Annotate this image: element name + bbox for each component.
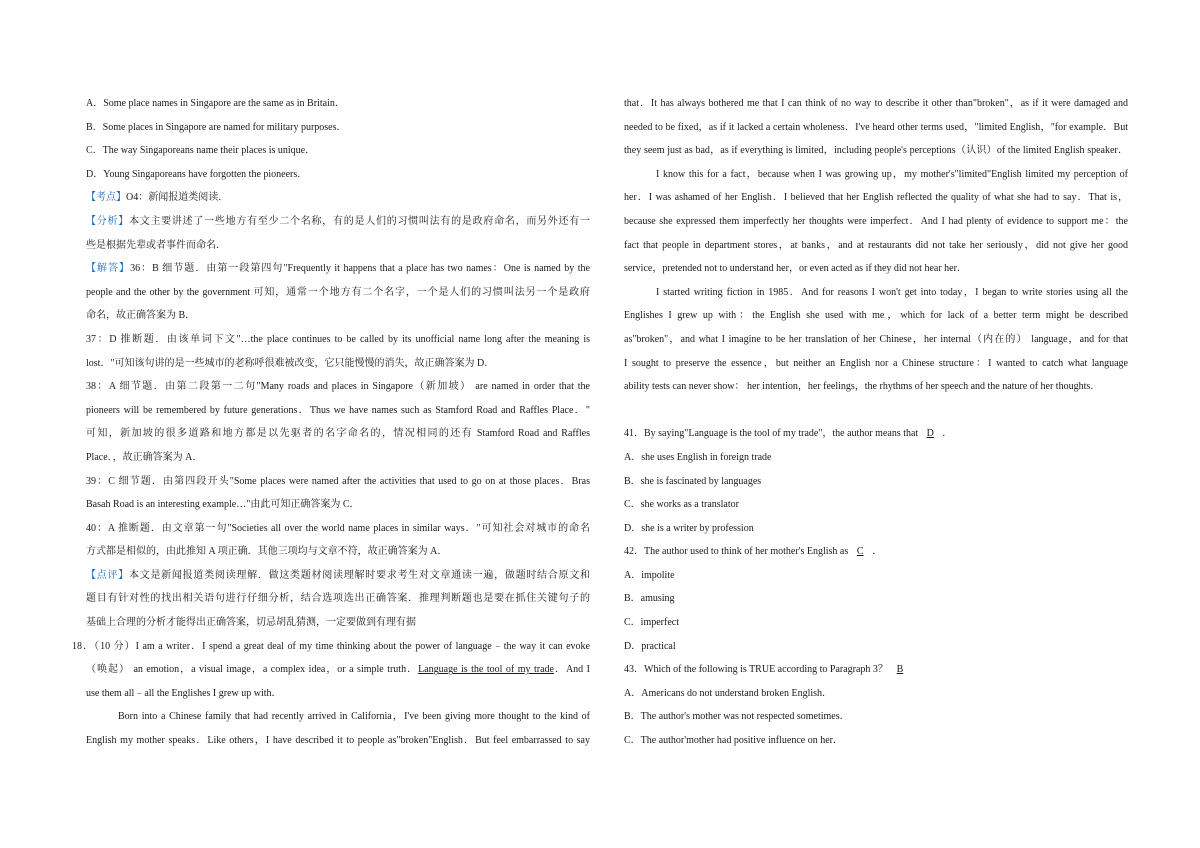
q43-option-c: C．The author'mother had positive influence on her． bbox=[624, 735, 843, 747]
q37-line-1: 37：D 推断题．由该单词下文"…the place continues to be called by its unofficial name long after the meaning is bbox=[86, 333, 590, 345]
dianping-tag: 【点评】 bbox=[86, 569, 129, 581]
q39-line-1: 39：C 细节题．由第四段开头"Some places were named after the activities that used to go on at those places．Bras bbox=[86, 475, 590, 487]
q37-line-2: lost．"可知该句讲的是一些城市的老称呼很难被改变，它只能慢慢的消失，故正确答案为 D． bbox=[86, 357, 495, 369]
kaodian-text: O4：新闻报道类阅读． bbox=[126, 192, 229, 204]
question-42-stem: 42．The author used to think of her mother's English as bbox=[624, 546, 849, 558]
jieda-line-1 bbox=[86, 257, 590, 281]
passage-line-r11: as"broken"，and what I imagine to be her translation of her Chinese，her internal（内在的） language，and for that bbox=[624, 333, 1128, 345]
passage-18-text-2b: ．And I bbox=[553, 664, 590, 676]
passage-line-r4: I know this for a fact，because when I was growing up，my mother's"limited"English limited my perception of bbox=[656, 168, 1128, 180]
passage-line-r1: that．It has always bothered me that I can think of no way to describe it other than"broken"，as if it were damaged and bbox=[624, 98, 1128, 109]
passage-18-line-1 bbox=[72, 635, 590, 659]
question-43-stem: 43．Which of the following is TRUE according to Paragraph 3？ bbox=[624, 664, 888, 676]
q41-option-c: C．she works as a translator bbox=[624, 499, 739, 511]
jieda-tag: 【解答】 bbox=[86, 263, 131, 275]
q43-option-b: B．The author's mother was not respected sometimes． bbox=[624, 711, 850, 723]
q36-line-3: 命名，故正确答案为 B． bbox=[86, 310, 196, 322]
passage-line-r13: ability tests can never show： her intention，her feelings，the rhythms of her speech and the nature of her thoughts． bbox=[624, 381, 1101, 393]
dianping-line-3: 基础上合理的分析才能得出正确答案，切忌胡乱猜测，一定要做到有理有据 bbox=[86, 617, 416, 629]
answer-blank-41: D bbox=[926, 428, 934, 440]
question-41-stem: 41．By saying"Language is the tool of my trade"，the author means that bbox=[624, 428, 919, 440]
q39-line-2: Basah Road is an interesting example…"由此可知正确答案为 C． bbox=[86, 499, 360, 511]
q40-line-1: 40：A 推断题．由文章第一句"Societies all over the world name places in similar ways．"可知社会对城市的命名 bbox=[86, 522, 590, 534]
passage-line-r9: I started writing fiction in 1985．And for reasons I won't get into today，I began to write stories using all the bbox=[656, 286, 1128, 298]
q41-option-b: B．she is fascinated by languages bbox=[624, 475, 762, 487]
passage-line-r12: I sought to preserve the essence，but neither an English nor a Chinese structure：I wanted to catch what language bbox=[624, 357, 1128, 369]
q38-line-3: 可知，新加坡的很多道路和地方都是以先驱者的名字命名的，情况相同的还有 Stamford Road and Raffles bbox=[86, 428, 590, 440]
question-43 bbox=[624, 658, 1128, 682]
right-column bbox=[624, 92, 1128, 753]
q38-line-2: pioneers will be remembered by future generations．Thus we have names such as Stamford Road and Raffles Place．" bbox=[86, 404, 590, 416]
q38-line-4: Place．，故正确答案为 A． bbox=[86, 451, 203, 463]
q41-option-d: D．she is a writer by profession bbox=[624, 522, 754, 534]
option-d: D．Young Singaporeans have forgotten the pioneers． bbox=[86, 168, 308, 180]
q42-option-c: C．imperfect bbox=[624, 617, 679, 629]
q36-text-1: 36：B 细节题．由第一段第四句"Frequently it happens that a place has two names：One is named by the bbox=[130, 263, 590, 275]
passage-18-line-2 bbox=[86, 658, 590, 682]
kaodian-line bbox=[86, 186, 590, 210]
fenxi-text-1: 本文主要讲述了一些地方有至少二个名称，有的是人们的习惯叫法有的是政府命名，而另外还有一 bbox=[128, 215, 590, 227]
option-a: A．Some place names in Singapore are the same as in Britain． bbox=[86, 98, 345, 109]
fenxi-line-2: 些是根据先辈或者事件而命名． bbox=[86, 239, 226, 251]
passage-18-line-3: use them all﹣all the Englishes I grew up with． bbox=[86, 687, 282, 699]
answer-blank-43: B bbox=[896, 664, 904, 676]
q38-line-1: 38：A 细节题．由第二段第一二句"Many roads and places in Singapore（新加坡） are named in order that the bbox=[86, 381, 590, 393]
q41-option-a: A．she uses English in foreign trade bbox=[624, 451, 772, 463]
dianping-line-1 bbox=[86, 564, 590, 588]
answer-blank-42: C bbox=[856, 546, 864, 558]
passage-para2-line-1: Born into a Chinese family that had recently arrived in California，I've been giving more thought to the kind of bbox=[118, 711, 590, 723]
question-number: 18． bbox=[72, 640, 95, 652]
passage-line-r3: they seem just as bad，as if everything is limited，including people's perceptions（认识）of the limited English speaker． bbox=[624, 145, 1128, 157]
passage-line-r5: her．I was ashamed of her English．I believed that her English reflected the quality of what she had to say．That is， bbox=[624, 192, 1128, 204]
passage-line-r10: Englishes I grew up with：the English she used with me，which for lack of a better term might be described bbox=[624, 310, 1128, 322]
underlined-sentence: Language is the tool of my trade bbox=[418, 664, 554, 676]
passage-18-text-2a: （唤起） an emotion，a visual image，a complex idea，or a simple truth． bbox=[86, 664, 419, 676]
left-column bbox=[72, 92, 590, 753]
question-41: 41．By saying"Language is the tool of my trade"，the author means that D ． bbox=[624, 422, 1128, 446]
passage-line-r8: service，pretended not to understand her，or even acted as if they did not hear her． bbox=[624, 263, 967, 275]
q42-option-d: D．practical bbox=[624, 640, 676, 652]
passage-18-text-1: （10 分）I am a writer．I spend a great deal of my time thinking about the power of language﹣the way it can evoke bbox=[94, 640, 590, 652]
spacer bbox=[624, 399, 1128, 423]
q36-line-2: people and the other by the government 可知，通常一个地方有二个名字，一个是人们的习惯叫法另一个是政府 bbox=[86, 286, 590, 298]
q43-option-a: A．Americans do not understand broken English． bbox=[624, 687, 833, 699]
dianping-text-1: 本文是新闻报道类阅读理解．做这类题材阅读理解时要求考生对文章通读一遍，做题时结合原文和 bbox=[128, 569, 590, 581]
passage-line-r7: fact that people in department stores，at banks，and at restaurants did not take her seriously，did not give her good bbox=[624, 239, 1128, 251]
passage-line-r2: needed to be fixed，as if it lacked a certain wholeness．I've heard other terms used，"limited English，"for example．But bbox=[624, 121, 1128, 133]
kaodian-tag: 【考点】 bbox=[86, 192, 126, 204]
passage-para2-line-2: English my mother speaks．Like others，I have described it to people as"broken"English．But feel embarrassed to say bbox=[86, 735, 590, 747]
passage-line-r6: because she expressed them imperfectly her thoughts were imperfect．And I had plenty of evidence to support me：the bbox=[624, 215, 1128, 227]
question-42: 42．The author used to think of her mother's English as C ． bbox=[624, 540, 1128, 564]
fenxi-line-1 bbox=[86, 210, 590, 234]
q42-option-b: B．amusing bbox=[624, 593, 675, 605]
option-b: B．Some places in Singapore are named for military purposes． bbox=[86, 121, 347, 133]
fenxi-tag: 【分析】 bbox=[86, 215, 129, 227]
q42-option-a: A．impolite bbox=[624, 569, 675, 581]
dianping-line-2: 题目有针对性的找出相关语句进行仔细分析，结合选项选出正确答案．推理判断题也是要在抓住关键句子的 bbox=[86, 593, 590, 605]
option-c: C．The way Singaporeans name their places is unique． bbox=[86, 145, 316, 157]
q40-line-2: 方式都是相似的，由此推知 A 项正确．其他三项均与文章不符，故正确答案为 A． bbox=[86, 546, 448, 558]
